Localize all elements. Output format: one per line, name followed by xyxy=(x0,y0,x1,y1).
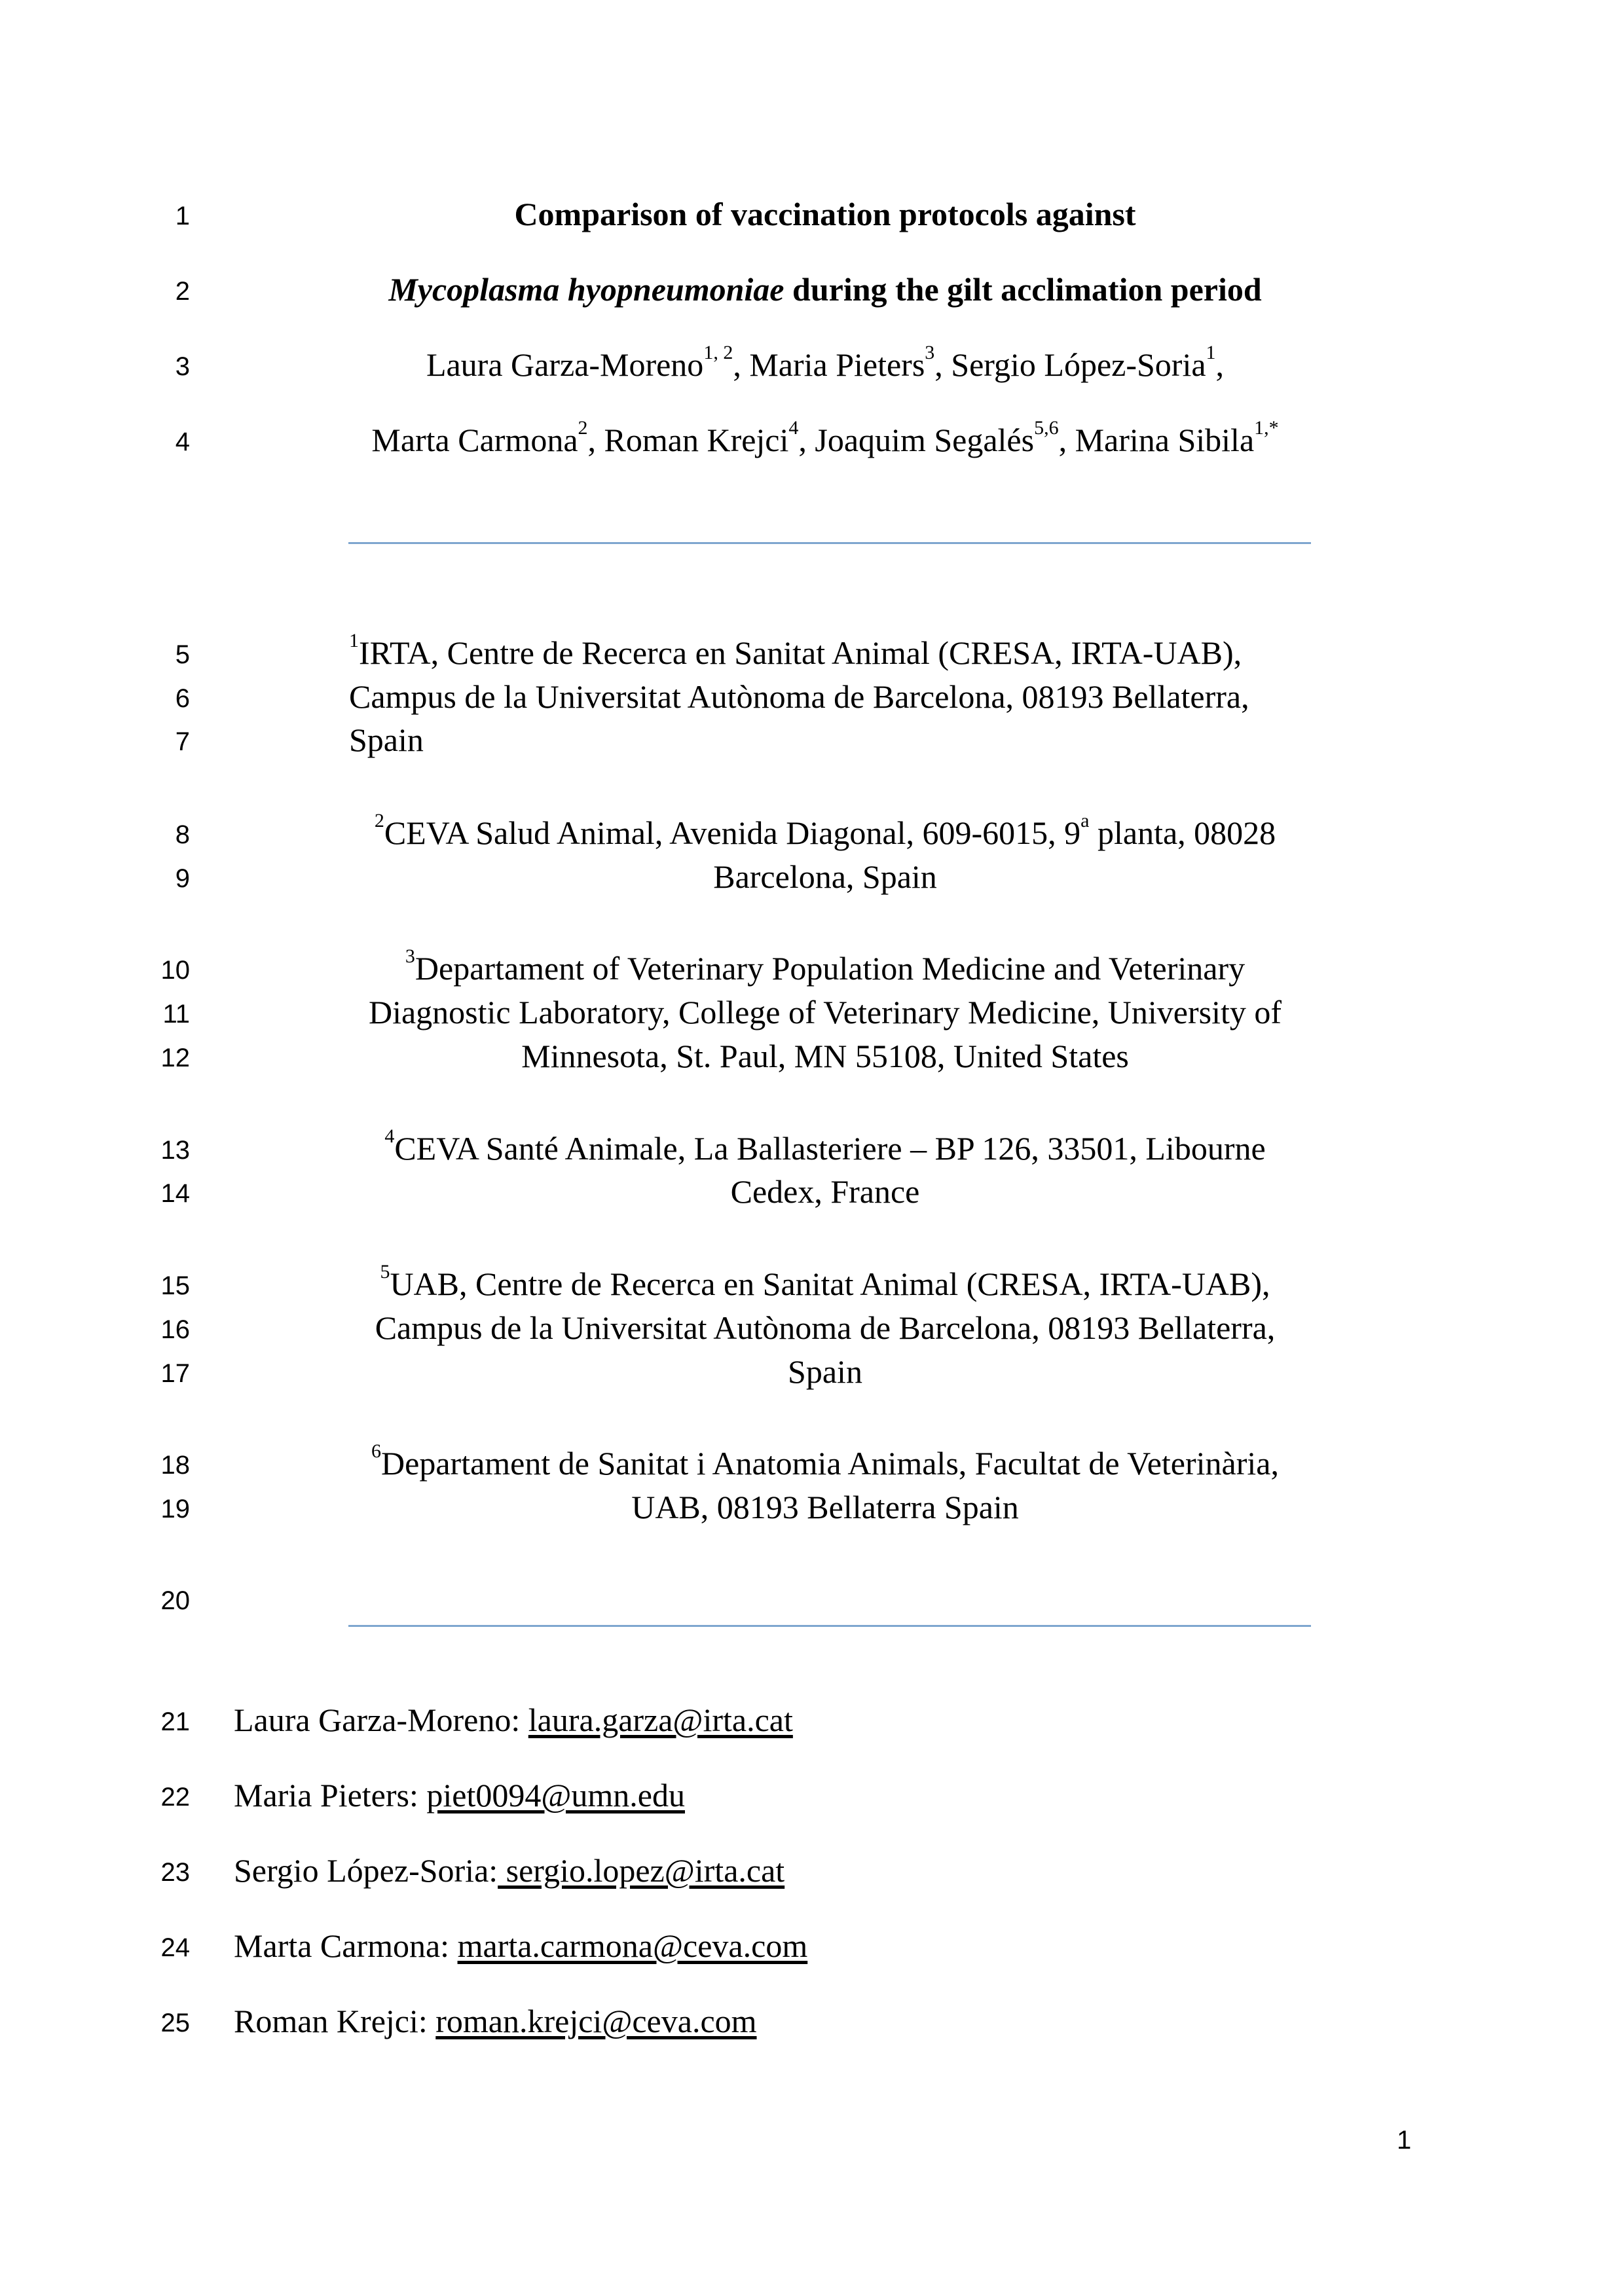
line-number: 23 xyxy=(160,1858,190,1887)
affiliation-1-line: Spain xyxy=(349,721,424,758)
affiliation-6-line: UAB, 08193 Bellaterra Spain xyxy=(631,1489,1019,1525)
line-number: 22 xyxy=(160,1783,190,1812)
organism-name: Mycoplasma hyopneumoniae xyxy=(388,271,784,308)
email-link[interactable]: roman.krejci@ceva.com xyxy=(435,2003,757,2039)
line-number: 16 xyxy=(160,1315,190,1344)
email-link[interactable]: piet0094@umn.edu xyxy=(426,1777,685,1813)
line-number: 8 xyxy=(175,820,190,849)
author: Marta Carmona$^2$, xyxy=(371,417,604,458)
author: Maria Pieters$^3$, xyxy=(749,342,951,383)
line-number: 19 xyxy=(160,1495,190,1523)
affiliation-6-line: $^6$Departament de Sanitat i Anatomia Animals, Facultat de Veterinària, xyxy=(371,1440,1279,1482)
line-number: 18 xyxy=(160,1451,190,1480)
affiliation-5-line: $^5$UAB, Centre de Recerca en Sanitat Animal (CRESA, IRTA-UAB), xyxy=(380,1261,1270,1302)
line-number: 20 xyxy=(160,1586,190,1615)
author: Sergio López-Soria$^1$, xyxy=(951,342,1225,383)
divider-rule xyxy=(348,1625,1311,1627)
contact-entry: Roman Krejci: roman.krejci@ceva.com xyxy=(234,2003,757,2039)
affiliation-2-line: Barcelona, Spain xyxy=(713,858,937,895)
contact-entry: Maria Pieters: piet0094@umn.edu xyxy=(234,1777,685,1813)
title-text: during the gilt acclimation period xyxy=(784,271,1262,308)
line-number: 17 xyxy=(160,1359,190,1388)
author: Laura Garza-Moreno$^{1, 2}$, xyxy=(426,342,750,383)
line-number: 13 xyxy=(160,1136,190,1165)
title-text: Comparison of vaccination protocols against xyxy=(514,196,1136,232)
page-number: 1 xyxy=(1397,2126,1412,2155)
affiliation-3-line: $^3$Departament of Veterinary Population Medicine and Veterinary xyxy=(405,945,1246,987)
affiliation-1-line: Campus de la Universitat Autònoma de Barcelona, 08193 Bellaterra, xyxy=(349,678,1249,715)
contact-entry: Laura Garza-Moreno: laura.garza@irta.cat xyxy=(234,1702,793,1738)
line-number: 4 xyxy=(175,428,190,456)
divider-rule xyxy=(348,542,1311,544)
line-number: 9 xyxy=(175,864,190,893)
affiliation-2-line: $^2$CEVA Salud Animal, Avenida Diagonal, 609-6015, 9$^a$ planta, 08028 xyxy=(374,810,1276,851)
paper-title-line1 xyxy=(0,198,1624,230)
affiliation-4-line: $^4$CEVA Santé Animale, La Ballasteriere – BP 126, 33501, Libourne xyxy=(384,1125,1266,1167)
contact-entry: Sergio López-Soria: sergio.lopez@irta.cat xyxy=(234,1852,785,1889)
line-number: 2 xyxy=(175,277,190,306)
email-link[interactable]: laura.garza@irta.cat xyxy=(528,1702,793,1738)
line-number: 1 xyxy=(175,202,190,230)
line-number: 7 xyxy=(175,727,190,756)
affiliation-3-line: Diagnostic Laboratory, College of Veterinary Medicine, University of xyxy=(368,994,1282,1030)
author: Roman Krejci$^4$, xyxy=(604,417,815,458)
affiliation-5-line: Spain xyxy=(788,1353,862,1390)
author: Marina Sibila$^{1,*}$ xyxy=(1075,417,1279,458)
line-number: 14 xyxy=(160,1179,190,1208)
author-line-1 xyxy=(0,342,1624,383)
affiliation-3-line: Minnesota, St. Paul, MN 55108, United States xyxy=(521,1038,1129,1074)
affiliation-5-line: Campus de la Universitat Autònoma de Barcelona, 08193 Bellaterra, xyxy=(375,1309,1276,1346)
line-number: 12 xyxy=(160,1044,190,1072)
email-link[interactable]: marta.carmona@ceva.com xyxy=(457,1927,808,1964)
affiliation-4-line: Cedex, France xyxy=(730,1173,920,1210)
line-number: 3 xyxy=(175,352,190,381)
affiliation-1-line: $^1$IRTA, Centre de Recerca en Sanitat Animal (CRESA, IRTA-UAB), xyxy=(349,630,1242,671)
author-line-2 xyxy=(0,417,1624,458)
line-number: 5 xyxy=(175,640,190,669)
contact-entry: Marta Carmona: marta.carmona@ceva.com xyxy=(234,1927,808,1964)
paper-title-line2 xyxy=(0,273,1624,306)
line-number: 25 xyxy=(160,2009,190,2037)
line-number: 11 xyxy=(162,1000,190,1029)
email-link[interactable]: sergio.lopez@irta.cat xyxy=(498,1852,785,1889)
line-number: 10 xyxy=(160,956,190,985)
line-number: 6 xyxy=(175,684,190,713)
line-number: 24 xyxy=(160,1933,190,1962)
line-number: 21 xyxy=(160,1707,190,1736)
line-number: 15 xyxy=(160,1271,190,1300)
author: Joaquim Segalés$^{5,6}$, xyxy=(815,417,1075,458)
